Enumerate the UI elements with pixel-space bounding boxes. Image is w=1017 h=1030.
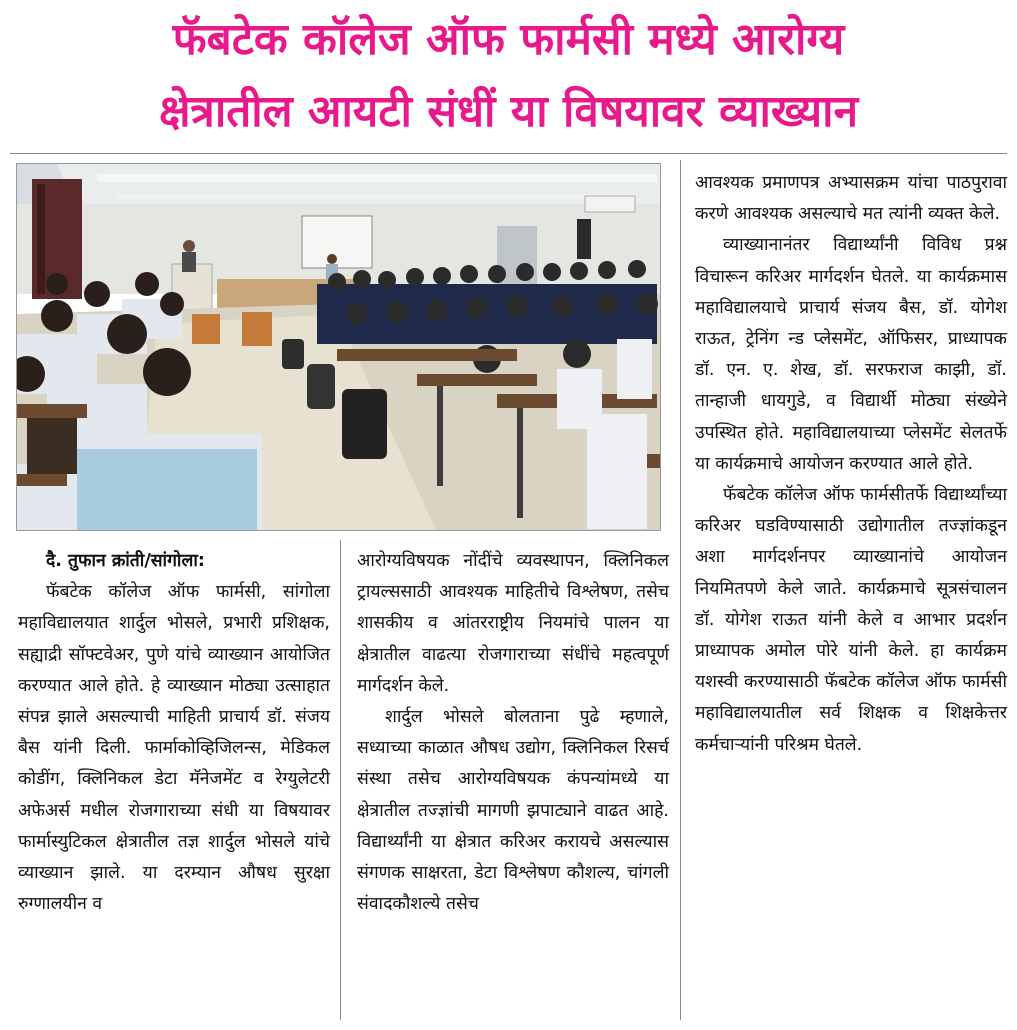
divider-vertical-right — [680, 160, 681, 1020]
article-column-2 — [357, 546, 669, 920]
article-column-3 — [695, 168, 1007, 761]
classroom-lecture-photo-icon — [17, 164, 661, 531]
divider-vertical-left — [340, 540, 341, 1020]
article-paragraph: फॅबटेक कॉलेज ऑफ फार्मसी, सांगोला महाविद्यालयात शार्दुल भोसले, प्रभारी प्रशिक्षक, सह्याद्री सॉफ्टवेअर, पुणे यांचे व्याख्यान आयोजित करण्यात आले होते. हे व्याख्यान मोठ्या उत्साहात संपन्न झाले असल्याची माहिती प्राचार्य डॉ. संजय बैस यांनी दिली. फार्माकोव्हिजिलन्स, मेडिकल कोडींग, क्लिनिकल डेटा मॅनेजमेंट व रेग्युलेटरी अफेअर्स मधील रोजगाराच्या संधी या विषयावर फार्मास्युटिकल क्षेत्रातील तज्ञ शार्दुल भोसले यांचे व्याख्यान झाले. या दरम्यान औषध सुरक्षा रुग्णालयीन व — [18, 582, 330, 915]
article-paragraph: व्याख्यानानंतर विद्यार्थ्यांनी विविध प्रश्न विचारून करिअर मार्गदर्शन घेतले. या कार्यक्रमास महाविद्यालयाचे प्राचार्य संजय बैस, डॉ. योगेश राऊत, ट्रेनिंग न्ड प्लेसमेंट, ऑफिसर, प्राध्यापक डॉ. एन. ए. शेख, डॉ. सरफराज काझी, डॉ. तान्हाजी धायगुडे, व विद्यार्थी मोठ्या संख्येने उपस्थित होते. महाविद्यालयाच्या प्लेसमेंट सेलतर्फे या कार्यक्रमाचे आयोजन करण्यात आले होते. — [695, 235, 1007, 474]
article-paragraph: शार्दुल भोसले बोलताना पुढे म्हणाले, सध्याच्या काळात औषध उद्योग, क्लिनिकल रिसर्च संस्था तसेच आरोग्यविषयक कंपन्यांमध्ये या क्षेत्रातील तज्ज्ञांची मागणी झपाट्याने वाढत आहे. विद्यार्थ्यांनी या क्षेत्रात करिअर करायचे असल्यास संगणक साक्षरता, डेटा विश्लेषण कौशल्य, चांगली संवादकौशल्ये तसेच — [357, 707, 669, 915]
article-photo — [16, 163, 661, 531]
headline-line-2: क्षेत्रातील आयटी संधीं या विषयावर व्याख्यान — [158, 86, 858, 137]
article-column-1 — [18, 546, 330, 920]
article-paragraph: फॅबटेक कॉलेज ऑफ फार्मसीतर्फे विद्यार्थ्यांच्या करिअर घडविण्यासाठी उद्योगातील तज्ज्ञांकडून अशा मार्गदर्शनपर व्याख्यानांचे आयोजन नियमितपणे केले जाते. कार्यक्रमाचे सूत्रसंचालन डॉ. योगेश राऊत यांनी केले व आभार प्रदर्शन प्राध्यापक अमोल पोरे यांनी केले. हा कार्यक्रम यशस्वी करण्यासाठी फॅबटेक कॉलेज ऑफ फार्मसी महाविद्यालयातील सर्व शिक्षक व शिक्षकेत्तर कर्मचाऱ्यांनी परिश्रम घेतले. — [695, 485, 1007, 755]
divider-top — [10, 153, 1007, 154]
article-paragraph: आरोग्यविषयक नोंदींचे व्यवस्थापन, क्लिनिकल ट्रायल्ससाठी आवश्यक माहितीचे विश्लेषण, तसेच शासकीय व आंतरराष्ट्रीय नियमांचे पालन या क्षेत्रातील वाढत्या रोजगाराच्या संधींचे महत्वपूर्ण मार्गदर्शन केले. — [357, 551, 669, 696]
byline: दै. तुफान क्रांती/सांगोला: — [46, 551, 205, 571]
headline-line-1: फॅबटेक कॉलेज ऑफ फार्मसी मध्ये आरोग्य — [172, 14, 845, 65]
article-paragraph: आवश्यक प्रमाणपत्र अभ्यासक्रम यांचा पाठपुरावा करणे आवश्यक असल्याचे मत त्यांनी व्यक्त केले. — [695, 173, 1007, 225]
headline — [10, 4, 1007, 148]
